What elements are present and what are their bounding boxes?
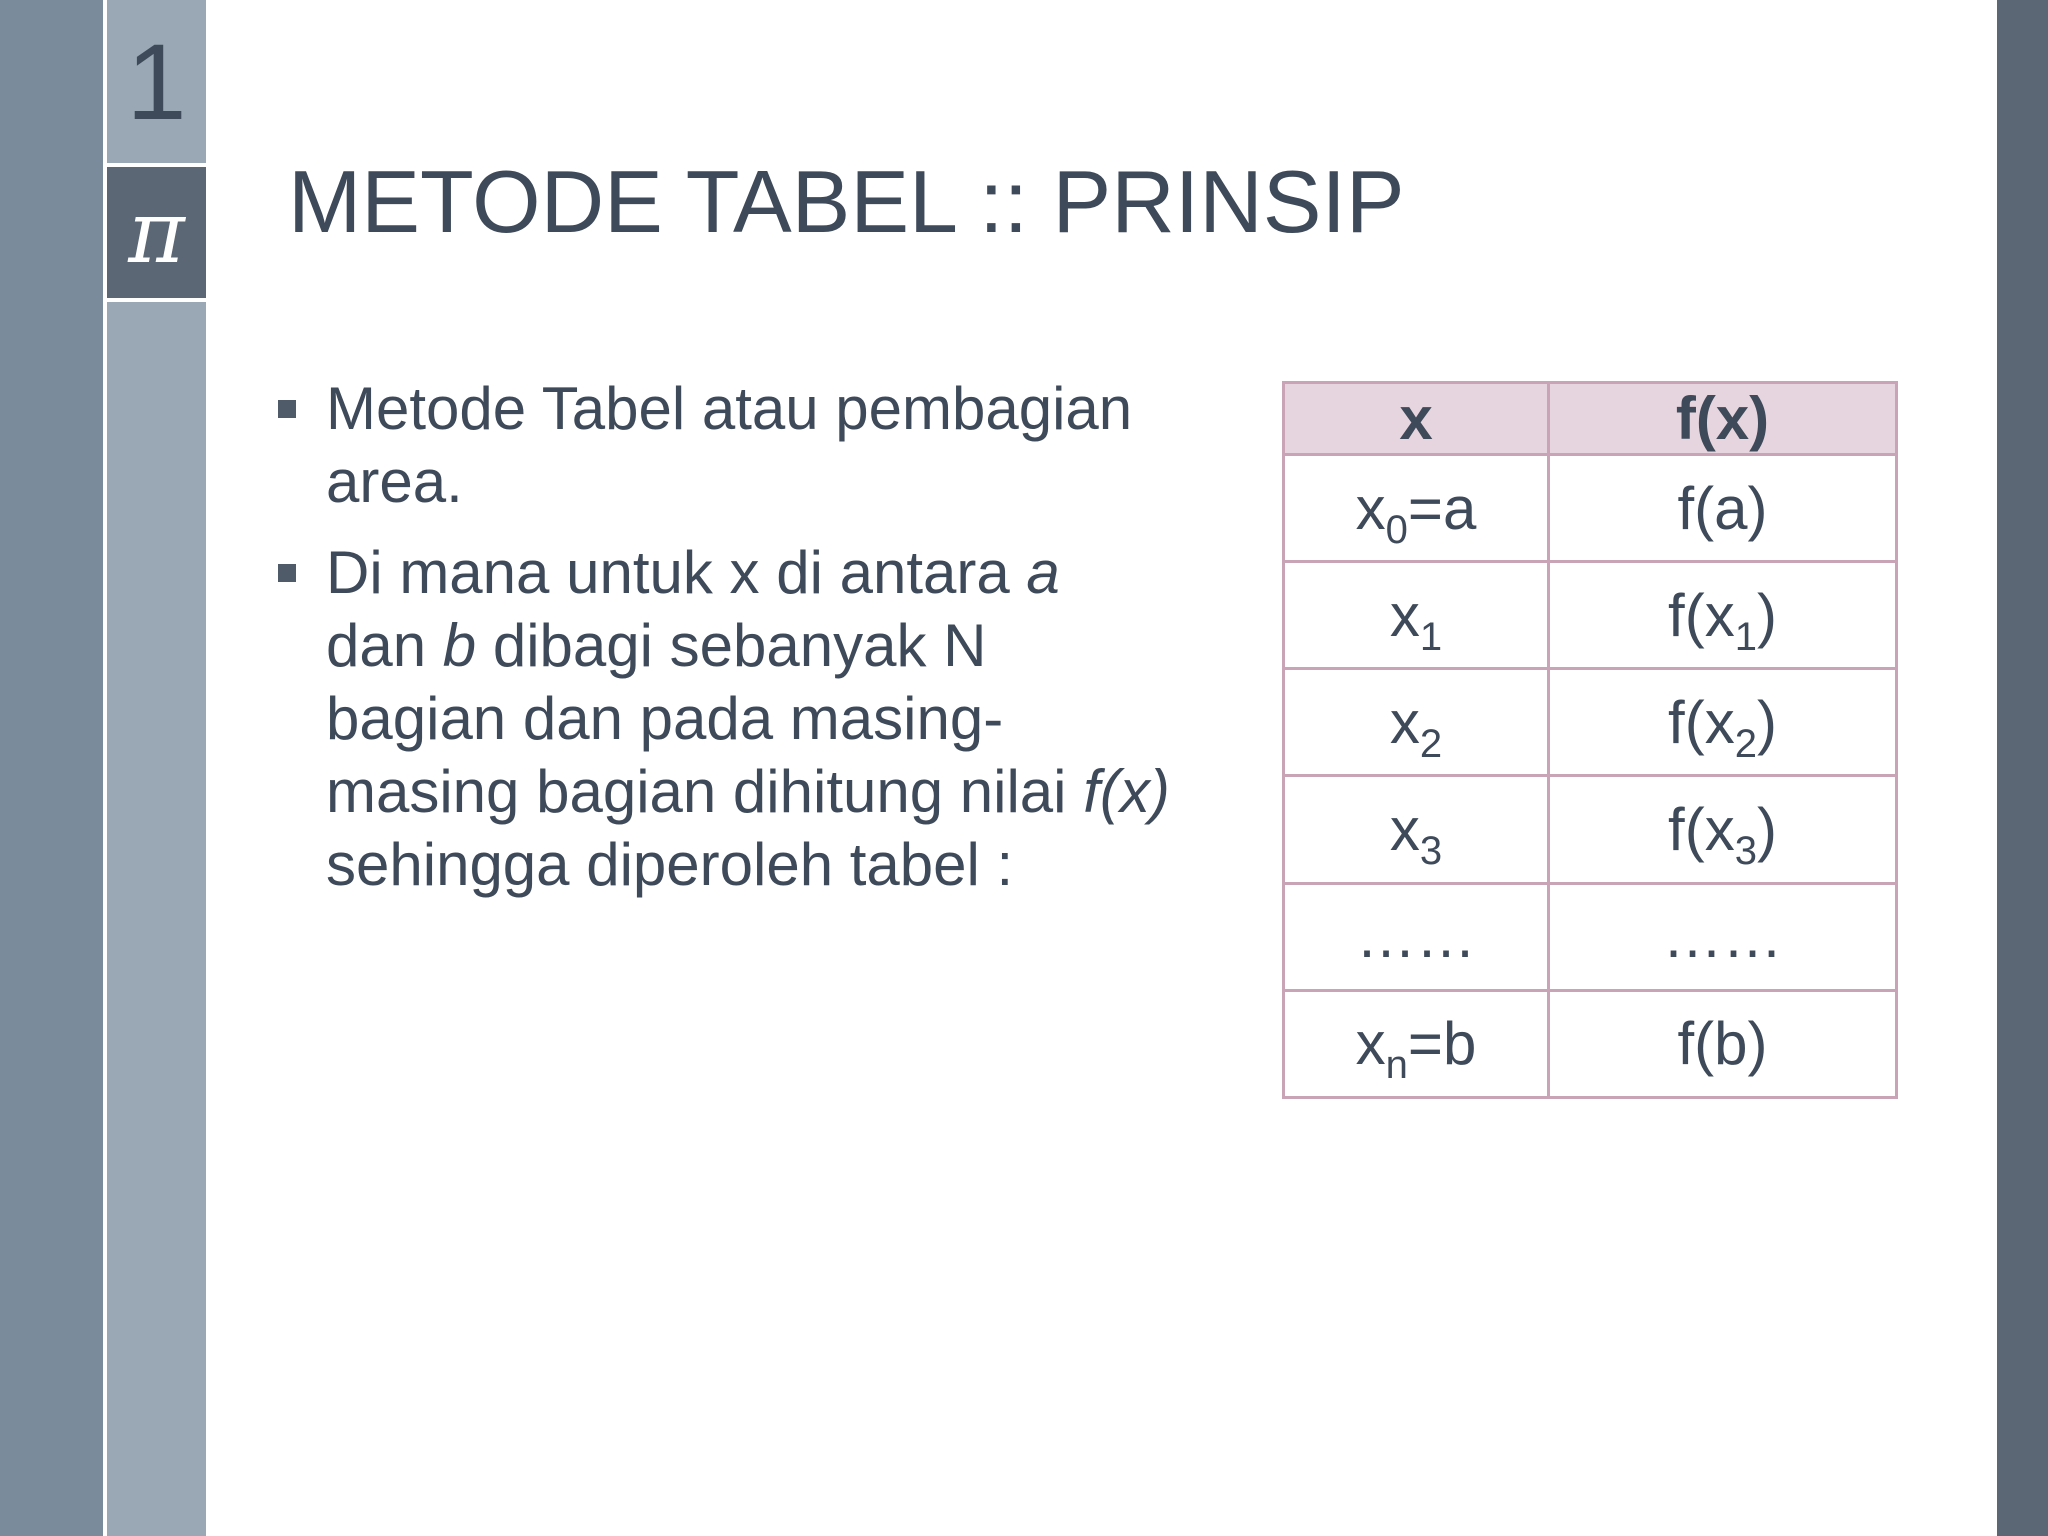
- table-cell: ……: [1284, 883, 1549, 990]
- table-cell: f(a): [1549, 455, 1897, 562]
- right-decorative-band: [1997, 0, 2048, 1536]
- table-cell: $f(x_2)$: [1549, 669, 1897, 776]
- slide-number: 1: [126, 20, 187, 142]
- table-row: [1284, 669, 1897, 776]
- pi-divider: [103, 298, 206, 302]
- table-header-x: x: [1284, 383, 1549, 455]
- table-row: [1284, 990, 1897, 1097]
- table-cell: f(b): [1549, 990, 1897, 1097]
- table-cell: $x_n=b$: [1284, 990, 1549, 1097]
- table-cell: ……: [1549, 883, 1897, 990]
- square-bullet-icon: [278, 400, 296, 418]
- bullet-text-part: a: [1026, 539, 1060, 606]
- table-cell: $f(x_1)$: [1549, 562, 1897, 669]
- table-header-fx: f(x): [1549, 383, 1897, 455]
- bullet-text-part: Metode Tabel atau pembagian area.: [326, 375, 1133, 515]
- bullet-text-part: sehingga diperoleh tabel :: [326, 831, 1014, 898]
- bullet-text-part: dibagi sebanyak N bagian dan pada masing-masing bagian dihitung nilai: [326, 612, 1084, 825]
- table-row: [1284, 776, 1897, 883]
- square-bullet-icon: [278, 564, 296, 582]
- table-cell: $x_2$: [1284, 669, 1549, 776]
- table-row: [1284, 883, 1897, 990]
- bullet-text: [326, 539, 1170, 898]
- bullet-item: [272, 536, 1172, 901]
- bullet-item: [272, 372, 1172, 518]
- slide-title: METODE TABEL :: PRINSIP: [288, 152, 1405, 251]
- table-cell: $x_1$: [1284, 562, 1549, 669]
- bullet-text-part: b: [442, 612, 477, 679]
- table-cell: $x_3$: [1284, 776, 1549, 883]
- table-cell: $f(x_3)$: [1549, 776, 1897, 883]
- bullet-text-part: Di mana untuk x di antara: [326, 539, 1027, 606]
- bullet-list: [272, 372, 1172, 919]
- values-table: [1282, 381, 1898, 1099]
- pi-icon: π: [107, 167, 206, 298]
- bullet-text-part: f(x): [1083, 758, 1170, 825]
- table-row: [1284, 455, 1897, 562]
- bullet-text-part: dan: [326, 612, 443, 679]
- table-row: [1284, 562, 1897, 669]
- left-decorative-band: [0, 0, 103, 1536]
- bullet-text: [326, 375, 1132, 515]
- table-cell: $x_0=a$: [1284, 455, 1549, 562]
- table-header-row: [1284, 383, 1897, 455]
